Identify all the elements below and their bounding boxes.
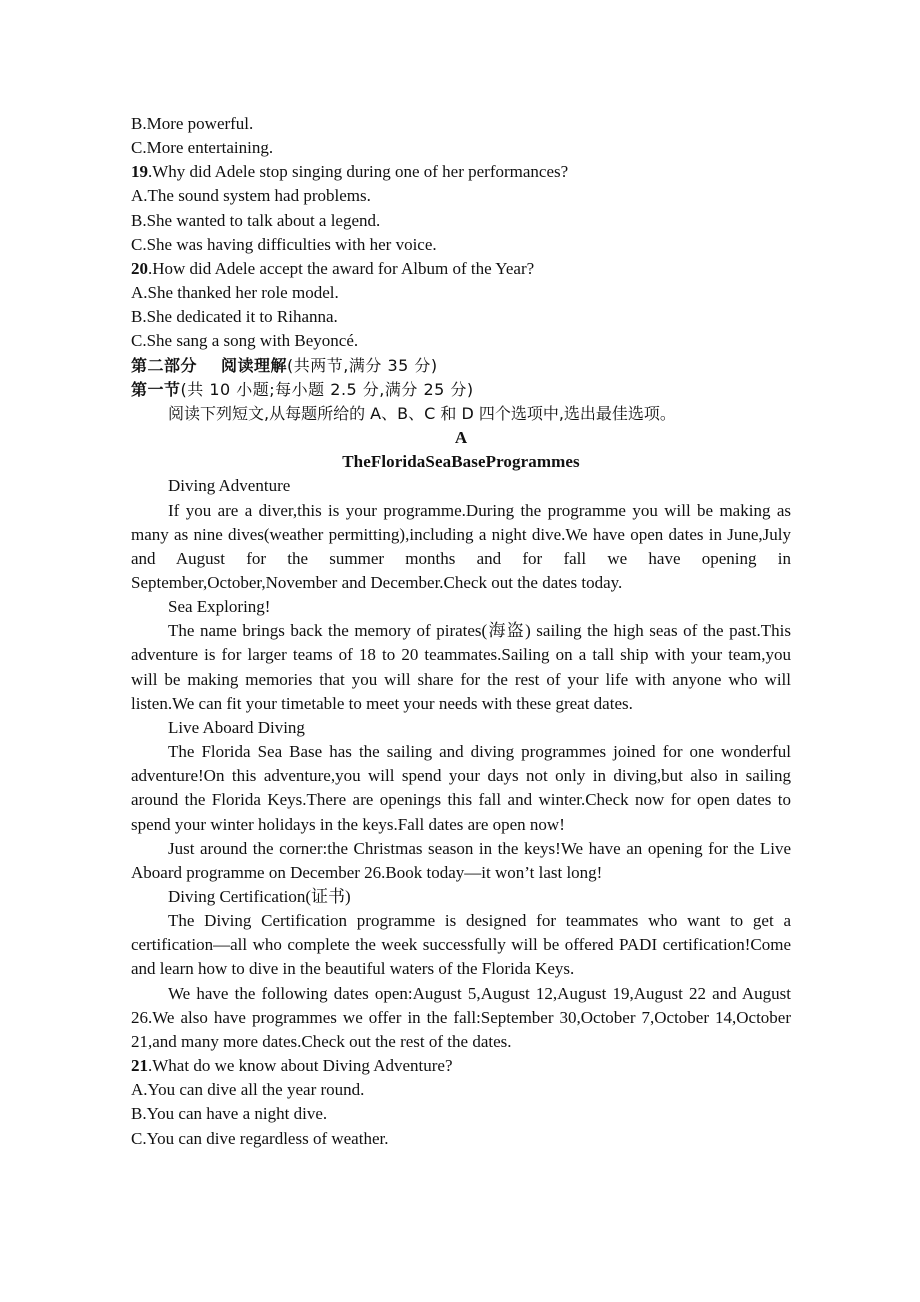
option-label: A [131,1080,144,1100]
option-label: B [131,210,143,230]
option-b: B.She dedicated it to Rihanna. [131,307,338,327]
question-text: .What do we know about Diving Adventure? [148,1056,453,1076]
part-2-note: (共两节,满分 35 分) [287,355,438,375]
option-text: She sang a song with Beyoncé. [146,331,359,351]
option-c: C.You can dive regardless of weather. [131,1128,389,1148]
option-a: A.She thanked her role model. [131,283,339,303]
option-text: More entertaining. [146,138,274,158]
option-label: B [131,114,143,133]
paragraph: The name brings back the memory of pirates(海盗) sailing the high seas of the past.This adventure is for larger teams of 18 to 20 teammates.Sailing on a tall ship with your team,you will be making memories that you will share for the rest of your life with anyone who will listen.We can fit your timetable to meet your needs with these great dates. [131,621,791,713]
question-stem [131,1054,791,1078]
passage-section-sea-exploring [131,595,791,716]
question-21 [131,1054,791,1151]
question-text: .How did Adele accept the award for Album of the Year? [148,258,535,278]
option-text: You can have a night dive. [146,1104,328,1124]
option-label: C [131,331,143,351]
passage-title: TheFloridaSeaBaseProgrammes [342,452,580,472]
question-20 [131,257,791,354]
option-label: C [131,234,143,254]
paragraph: The Diving Certification programme is designed for teammates who want to get a certification—all who complete the week successfully will be offered PADI certification!Come and learn how to dive in the beautiful waters of the Florida Keys. [131,911,791,979]
question-18-options [131,112,791,160]
exam-page [131,112,791,1151]
option-text: More powerful. [146,114,254,133]
passage-section-diving-adventure [131,474,791,595]
section-heading: Diving Certification(证书) [168,887,351,906]
option-label: B [131,307,143,327]
question-text: .Why did Adele stop singing during one of her performances? [148,162,569,182]
option-c: C.She sang a song with Beyoncé. [131,331,359,351]
paragraph: We have the following dates open:August 5,August 12,August 19,August 22 and August 26.We also have programmes we offer in the fall:September 30,October 7,October 14,October 21,and many more dates.Check out the rest of the dates. [131,983,791,1051]
option-label: C [131,138,143,158]
question-number: 20 [131,258,148,278]
question-19 [131,160,791,257]
paragraph: The Florida Sea Base has the sailing and diving programmes joined for one wonderful adventure!On this adventure,you will spend your days not only in diving,but also in sailing around the Florida Keys.There are openings this fall and winter.Check now for open dates to spend your winter holidays in the keys.Fall dates are open now! [131,742,791,834]
option-b: B.You can have a night dive. [131,1104,328,1124]
option-text: She was having difficulties with her voice. [146,234,437,254]
option-a: A.You can dive all the year round. [131,1080,365,1100]
option-b: B.She wanted to talk about a legend. [131,210,381,230]
paragraph: Just around the corner:the Christmas season in the keys!We have an opening for the Live Aboard programme on December 26.Book today—it won’t last long! [131,838,791,882]
section-1-heading [131,378,791,402]
option-text: You can dive all the year round. [147,1080,365,1100]
question-number: 19 [131,162,148,182]
option-a: A.The sound system had problems. [131,186,371,206]
section-heading: Diving Adventure [168,476,291,496]
option-c: C.She was having difficulties with her voice. [131,234,437,254]
passage-section-diving-certification [131,885,791,1054]
paragraph: If you are a diver,this is your programme.During the programme you will be making as many as nine dives(weather permitting),including a night dive.We have open dates in June,July and August for the summer months and for fall we have opening in September,October,November and December.Check out the dates today. [131,500,791,592]
question-number: 21 [131,1056,148,1076]
part-2-subtitle: 阅读理解 [221,355,288,375]
question-stem [131,257,791,281]
part-2-title: 第二部分 [131,355,198,375]
section-heading: Live Aboard Diving [168,717,305,737]
option-c: C.More entertaining. [131,138,274,158]
section-heading: Sea Exploring! [168,597,271,617]
option-b: B.More powerful. [131,114,254,133]
option-text: The sound system had problems. [147,186,371,206]
option-label: A [131,186,144,206]
passage-letter: A [454,428,468,448]
option-label: A [131,283,144,303]
section-1-instruction: 阅读下列短文,从每题所给的 A、B、C 和 D 四个选项中,选出最佳选项。 [168,403,676,423]
section-1-note: (共 10 小题;每小题 2.5 分,满分 25 分) [180,379,474,399]
question-stem [131,160,791,184]
passage-section-live-aboard-diving [131,716,791,885]
option-text: She wanted to talk about a legend. [146,210,381,230]
option-text: She thanked her role model. [147,283,339,303]
option-text: She dedicated it to Rihanna. [146,307,338,327]
section-1-title: 第一节 [131,379,181,399]
part-2-heading [131,354,791,378]
option-label: B [131,1104,143,1124]
option-label: C [131,1128,143,1148]
option-text: You can dive regardless of weather. [146,1128,389,1148]
